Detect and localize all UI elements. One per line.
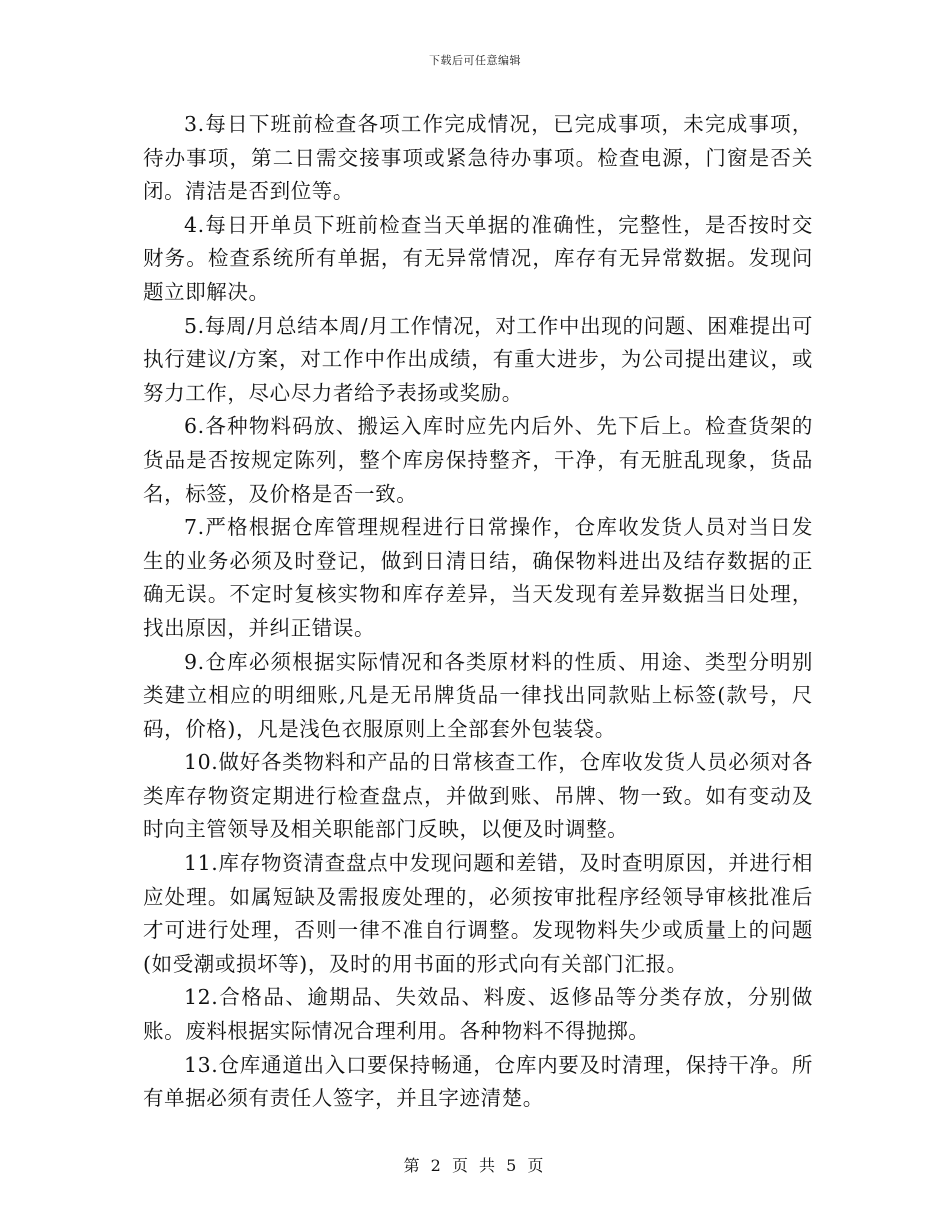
paragraph-item-10: 10.做好各类物料和产品的日常核查工作，仓库收发货人员必须对各类库存物资定期进行检查盘点，并做到账、吊牌、物一致。如有变动及时向主管领导及相关职能部门反映，以便及时调整。 bbox=[143, 750, 813, 842]
paragraph-item-7: 7.严格根据仓库管理规程进行日常操作，仓库收发货人员对当日发生的业务必须及时登记，做到日清日结，确保物料进出及结存数据的正确无误。不定时复核实物和库存差异，当天发现有差异数据当日处理，找出原因，并纠正错误。 bbox=[143, 515, 813, 640]
paragraph-item-9: 9.仓库必须根据实际情况和各类原材料的性质、用途、类型分明别类建立相应的明细账,凡是无吊牌货品一律找出同款贴上标签(款号，尺码，价格)，凡是浅色衣服原则上全部套外包装袋。 bbox=[143, 649, 813, 741]
page-number-footer: 第 2 页 共 5 页 bbox=[403, 1156, 547, 1175]
paragraph-item-4: 4.每日开单员下班前检查当天单据的准确性，完整性，是否按时交财务。检查系统所有单据，有无异常情况，库存有无异常数据。发现问题立即解决。 bbox=[143, 212, 813, 304]
paragraph-item-6: 6.各种物料码放、搬运入库时应先内后外、先下后上。检查货架的货品是否按规定陈列，整个库房保持整齐，干净，有无脏乱现象，货品名，标签，及价格是否一致。 bbox=[143, 414, 813, 506]
paragraph-item-12: 12.合格品、逾期品、失效品、料废、返修品等分类存放，分别做账。废料根据实际情况合理利用。各种物料不得抛掷。 bbox=[143, 985, 813, 1044]
paragraph-item-5: 5.每周/月总结本周/月工作情况，对工作中出现的问题、困难提出可执行建议/方案，对工作中作出成绩，有重大进步，为公司提出建议，或努力工作，尽心尽力者给予表扬或奖励。 bbox=[143, 313, 813, 405]
page-header: 下载后可任意编辑 bbox=[429, 54, 521, 67]
paragraph-item-13: 13.仓库通道出入口要保持畅通，仓库内要及时清理，保持干净。所有单据必须有责任人签字，并且字迹清楚。 bbox=[143, 1052, 813, 1111]
paragraph-item-11: 11.库存物资清查盘点中发现问题和差错，及时查明原因，并进行相应处理。如属短缺及需报废处理的，必须按审批程序经领导审核批准后才可进行处理，否则一律不准自行调整。发现物料失少或质量上的问题(如受潮或损坏等)，及时的用书面的形式向有关部门汇报。 bbox=[143, 851, 813, 976]
document-body bbox=[143, 108, 813, 1116]
paragraph-item-3: 3.每日下班前检查各项工作完成情况，已完成事项，未完成事项，待办事项，第二日需交接事项或紧急待办事项。检查电源，门窗是否关闭。清洁是否到位等。 bbox=[143, 112, 813, 204]
